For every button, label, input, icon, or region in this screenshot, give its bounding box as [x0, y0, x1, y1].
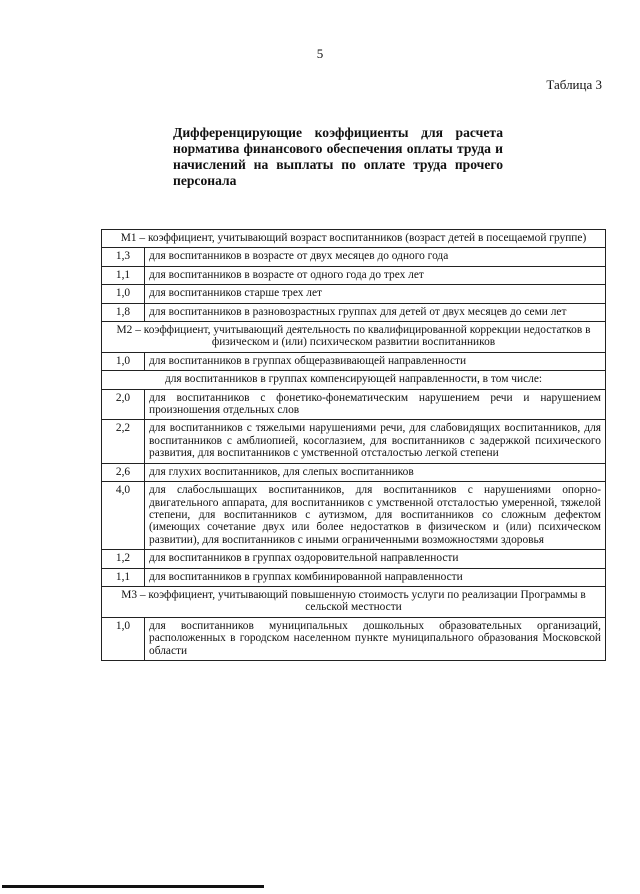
coefficient-value: 1,1: [102, 568, 145, 586]
table-row: [102, 266, 606, 284]
coefficient-value: 2,6: [102, 463, 145, 481]
coefficient-value: 1,8: [102, 303, 145, 321]
coefficient-description: для воспитанников в группах оздоровительной направленности: [145, 550, 606, 568]
coefficient-description: для воспитанников старше трех лет: [145, 285, 606, 303]
coefficient-description: для глухих воспитанников, для слепых воспитанников: [145, 463, 606, 481]
coefficient-value: 4,0: [102, 482, 145, 550]
coefficient-description: для воспитанников с тяжелыми нарушениями речи, для слабовидящих воспитанников, для воспитанников с амблиопией, косоглазием, для воспитанников с задержкой психического развития, для воспитанников с умственной отсталостью легкой степени: [145, 420, 606, 463]
coefficient-description: для воспитанников в группах комбинированной направленности: [145, 568, 606, 586]
coefficient-description: для воспитанников в возрасте от одного года до трех лет: [145, 266, 606, 284]
coefficient-value: 2,2: [102, 420, 145, 463]
table-row: [102, 248, 606, 266]
table-row: [102, 463, 606, 481]
section-header-row: [102, 586, 606, 617]
table-row: [102, 303, 606, 321]
coefficient-value: 1,0: [102, 285, 145, 303]
coefficient-value: 1,2: [102, 550, 145, 568]
coefficient-value: 1,0: [102, 352, 145, 370]
table-row: [102, 482, 606, 550]
table-row: [102, 568, 606, 586]
coefficient-table: [101, 229, 606, 661]
section-header-m3: M3 – коэффициент, учитывающий повышенную стоимость услуги по реализации Программы в сельской местности: [102, 586, 606, 617]
compensating-groups-subheader: для воспитанников в группах компенсирующей направленности, в том числе:: [102, 371, 606, 389]
table-row: [102, 389, 606, 420]
section-header-row: [102, 322, 606, 353]
table-row: [102, 550, 606, 568]
coefficient-description: для воспитанников с фонетико-фонематическим нарушением речи и нарушением произношения отдельных слов: [145, 389, 606, 420]
table-row: [102, 285, 606, 303]
document-title: Дифференцирующие коэффициенты для расчета норматива финансового обеспечения оплаты труда и начислений на выплаты по оплате труда прочего персонала: [173, 125, 503, 188]
coefficient-value: 1,3: [102, 248, 145, 266]
page-number: 5: [316, 46, 324, 61]
coefficient-description: для воспитанников муниципальных дошкольных образовательных организаций, расположенных в городском населенном пункте муниципального образования Московской области: [145, 617, 606, 660]
footer-divider: [2, 885, 264, 888]
section-header-m2: M2 – коэффициент, учитывающий деятельность по квалифицированной коррекции недостатков в физическом и (или) психическом развитии воспитанников: [102, 322, 606, 353]
coefficient-value: 1,1: [102, 266, 145, 284]
coefficient-value: 2,0: [102, 389, 145, 420]
subheader-row: [102, 371, 606, 389]
coefficient-description: для воспитанников в разновозрастных группах для детей от двух месяцев до семи лет: [145, 303, 606, 321]
coefficient-description: для воспитанников в группах общеразвивающей направленности: [145, 352, 606, 370]
table-label: Таблица 3: [546, 77, 602, 92]
table-row: [102, 352, 606, 370]
table-row: [102, 617, 606, 660]
coefficient-value: 1,0: [102, 617, 145, 660]
section-header-row: [102, 230, 606, 248]
coefficient-description: для воспитанников в возрасте от двух месяцев до одного года: [145, 248, 606, 266]
section-header-m1: M1 – коэффициент, учитывающий возраст воспитанников (возраст детей в посещаемой группе): [102, 230, 606, 248]
coefficient-description: для слабослышащих воспитанников, для воспитанников с нарушениями опорно-двигательного аппарата, для воспитанников с умственной отсталостью умеренной, тяжелой степени, для воспитанников с аутизмом, для воспитанников со сложным дефектом (имеющих сочетание двух или более недостатков в физическом и (или) психическом развитии), для воспитанников с иными ограниченными возможностями здоровья: [145, 482, 606, 550]
table-row: [102, 420, 606, 463]
